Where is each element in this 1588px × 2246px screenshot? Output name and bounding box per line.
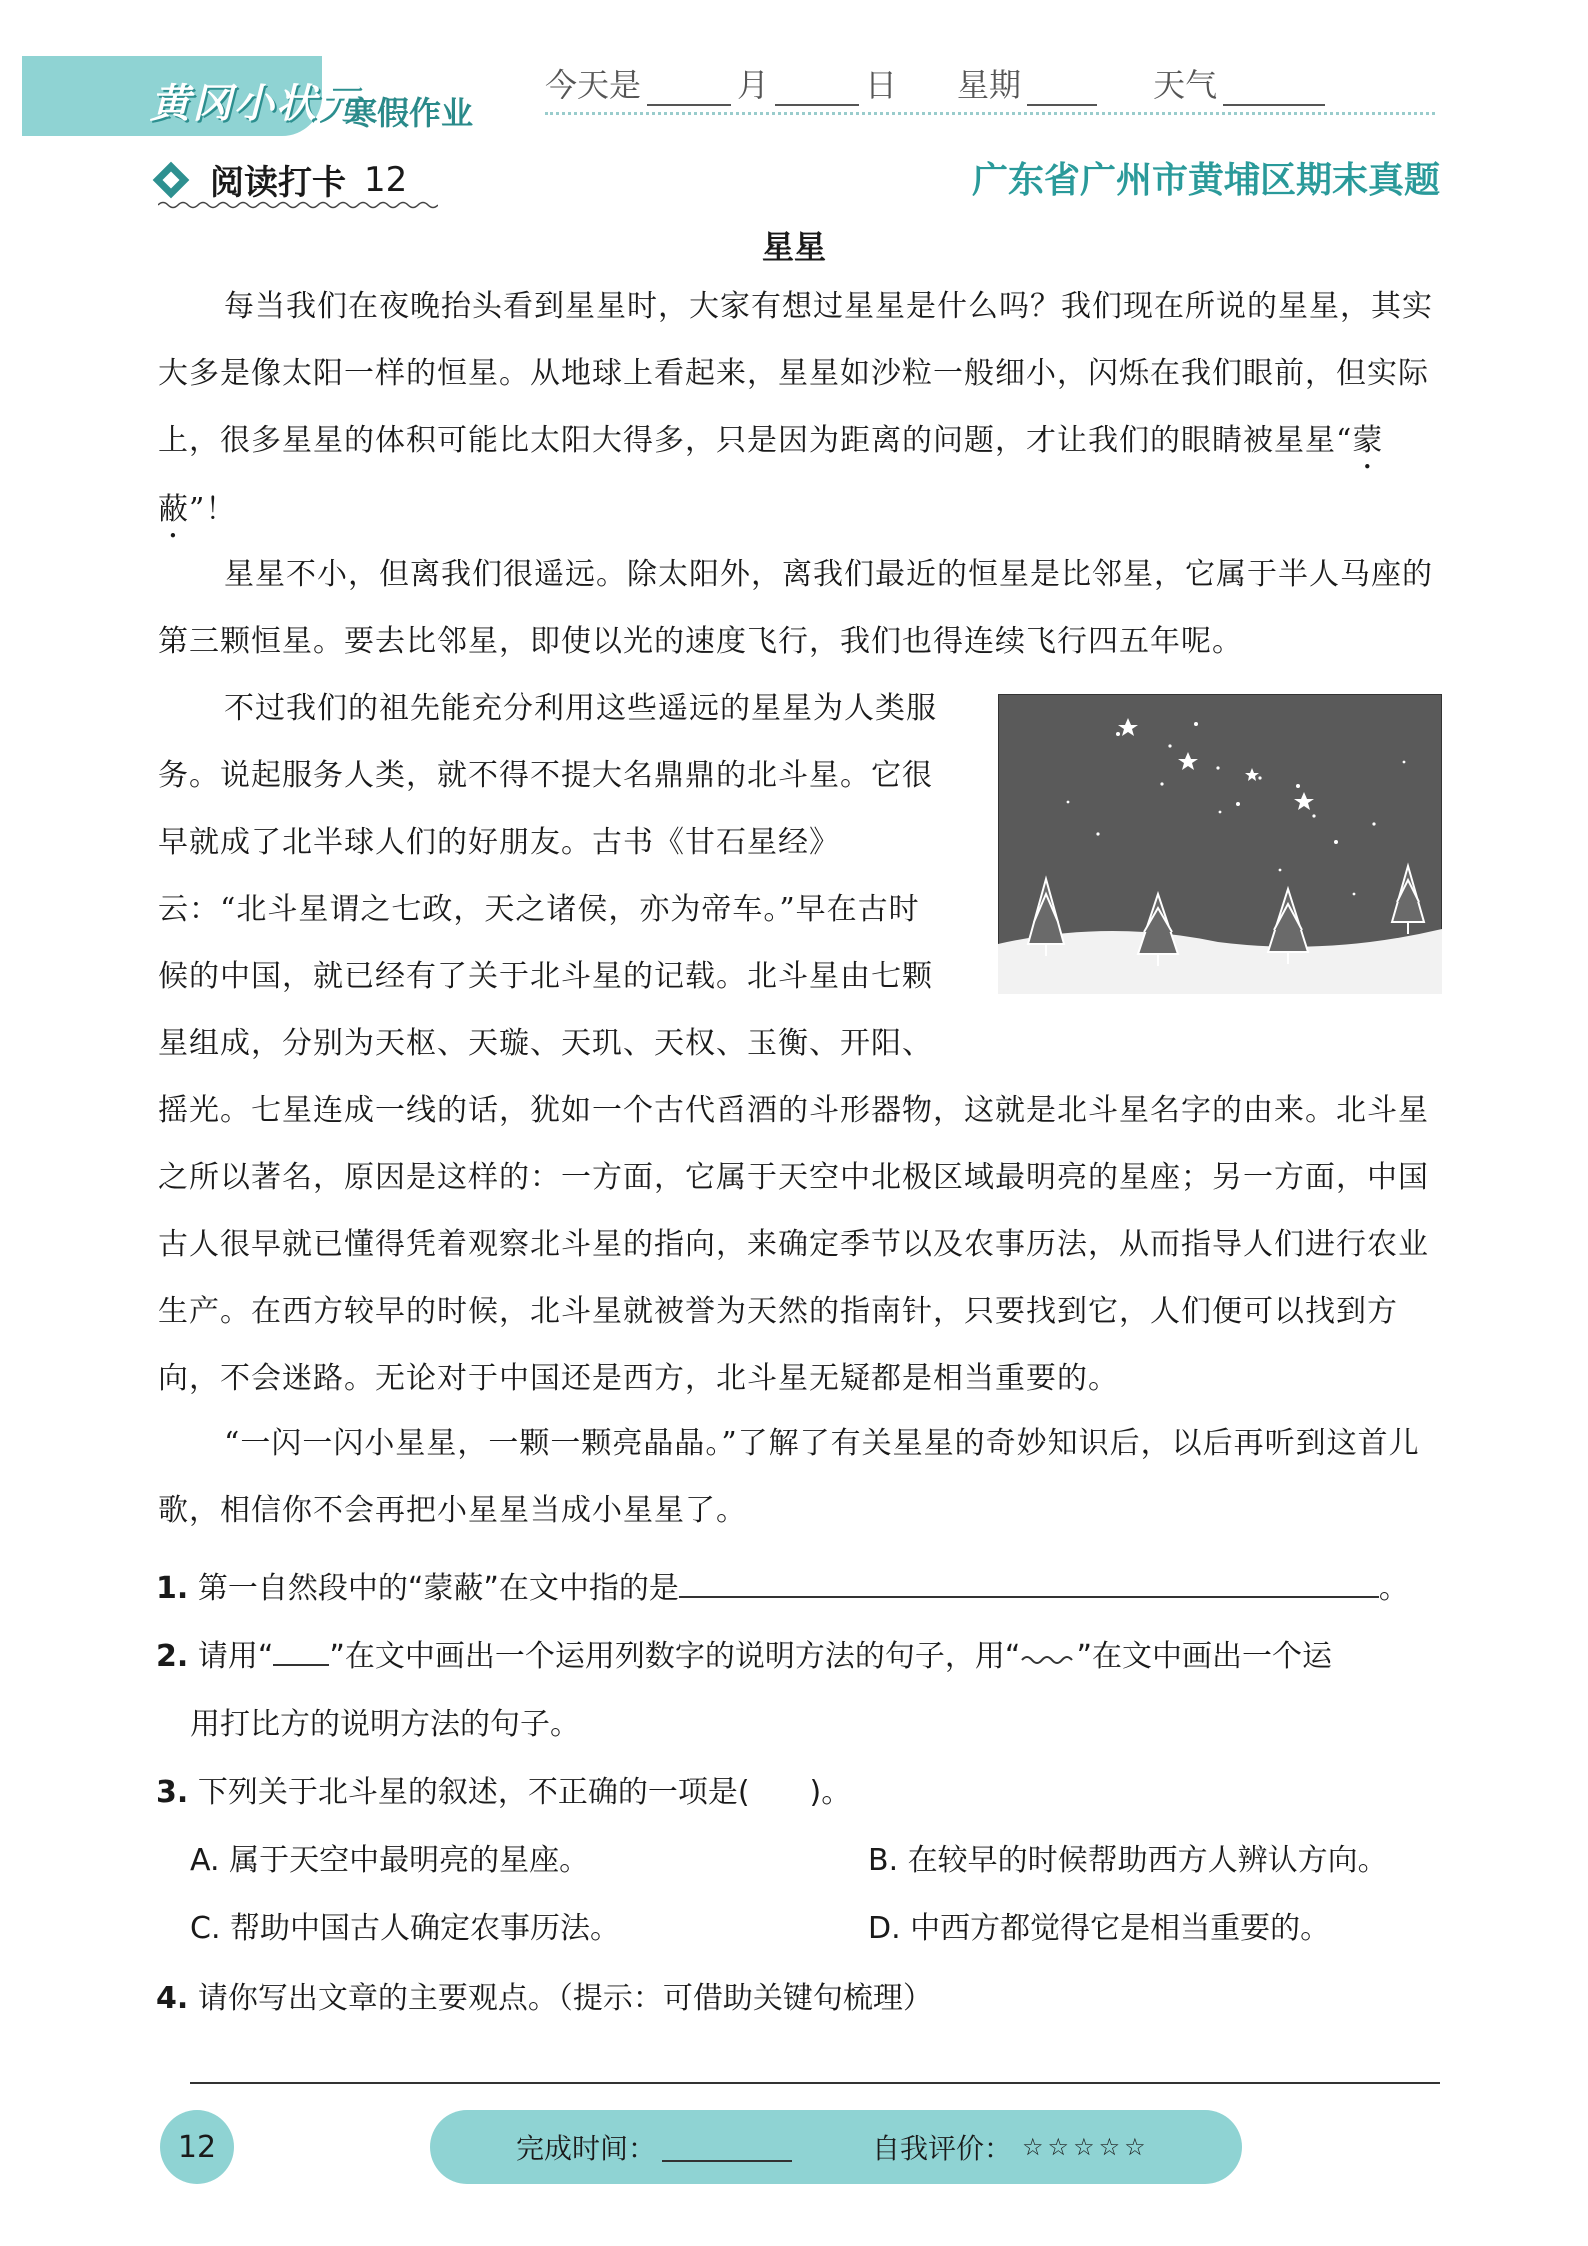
question-1 [156,1556,1409,1622]
date-line [545,60,1331,106]
question-2-continued: 用打比方的说明方法的句子。 [190,1707,580,1742]
question-2-part1: 请用“ [197,1639,274,1674]
section-label: 阅读打卡 [210,163,346,203]
question-1-end: 。 [1378,1571,1409,1606]
p3-text: 不过我们的祖先能充分利用这些遥远的星星为人类服务。说起服务人类，就不得不提大名鼎鼎的北斗星。它很早就成了北半球人们的好朋友。古书《甘石星经》云：“北斗星谓之七政，天之诸侯，亦为帝车。”早在古时候的中国，就已经有了关于北斗星的记载。北斗星由七颗星组成，分别为天枢、天璇、天玑、天权、玉衡、开阳、摇光。七星连成一线的话，犹如一个古代舀酒的斗形器物，这就是北斗星名字的由来。北斗星之所以著名，原因是这样的：一方面，它属于天空中北极区域最明亮的星座；另一方面，中国古人很早就已懂得凭着观察北斗星的指向，来确定季节以及农事历法，从而指导人们进行农业生产。在西方较早的时候，北斗星就被誉为天然的指南针，只要找到它，人们便可以找到方向，不会迷路。无论对于中国还是西方，北斗星无疑都是相当重要的。 [158,691,1429,1396]
date-month-label: 月 [737,66,770,104]
header-dotted-rule [545,112,1435,115]
date-day-label: 日 [865,66,898,104]
series-label: 寒假作业 [345,94,474,132]
question-3-number: 3. [156,1775,189,1810]
date-weather-label: 天气 [1153,66,1218,104]
question-1-number: 1. [156,1571,189,1606]
wavy-underline [158,200,438,210]
diamond-icon [153,161,190,198]
question-2-part3: ”在文中画出一个运 [1076,1639,1333,1674]
p1-text-after: ”！ [189,492,237,527]
month-blank[interactable] [647,74,731,106]
exam-source: 广东省广州市黄埔区期末真题 [971,160,1440,201]
self-eval-label: 自我评价： [872,2132,1013,2165]
finish-time-blank[interactable] [662,2132,792,2162]
finish-time-label: 完成时间： [516,2132,657,2165]
self-eval-stars[interactable]: ☆☆☆☆☆ [1022,2133,1150,2161]
p1-text-before: 每当我们在夜晚抬头看到星星时，大家有想过星星是什么吗？我们现在所说的星星，其实大多是像太阳一样的恒星。从地球上看起来，星星如沙粒一般细小，闪烁在我们眼前，但实际上，很多星星的体积可能比太阳大得多，只是因为距离的问题，才让我们的眼睛被星星“ [158,289,1433,458]
section-title [158,155,407,204]
section-number: 12 [364,159,408,200]
question-1-text: 第一自然段中的“蒙蔽”在文中指的是 [197,1571,679,1606]
date-weekday-label: 星期 [957,66,1022,104]
article-paragraph-4: “一闪一闪小星星，一颗一颗亮晶晶。”了解了有关星星的奇妙知识后，以后再听到这首儿歌，相信你不会再把小星星当成小星星了。 [158,1426,1420,1528]
question-4-number: 4. [156,1981,189,2016]
question-4 [156,1966,933,2032]
date-today-label: 今天是 [545,66,642,104]
question-3-text: 下列关于北斗星的叙述，不正确的一项是( )。 [197,1775,852,1810]
straight-underline-mark [273,1636,329,1666]
wavy-underline-mark [1020,1636,1076,1666]
p1-emphasis: 蒙蔽 [158,423,1384,527]
option-b[interactable]: B. 在较早的时候帮助西方人辨认方向。 [868,1843,1388,1878]
night-sky-illustration [998,694,1442,994]
page-number: 12 [160,2110,234,2184]
question-4-answer-line[interactable] [190,2082,1440,2084]
weekday-blank[interactable] [1027,74,1097,106]
day-blank[interactable] [775,74,859,106]
brand-logo: 黄冈小状元 [150,81,360,127]
article-paragraph-2: 星星不小，但离我们很遥远。除太阳外，离我们最近的恒星是比邻星，它属于半人马座的第三颗恒星。要去比邻星，即使以光的速度飞行，我们也得连续飞行四五年呢。 [158,557,1433,659]
option-a[interactable]: A. 属于天空中最明亮的星座。 [190,1843,590,1878]
question-2-part2: ”在文中画出一个运用列数字的说明方法的句子，用“ [329,1639,1021,1674]
question-1-answer-line[interactable] [679,1564,1379,1598]
question-4-text: 请你写出文章的主要观点。（提示：可借助关键句梳理） [197,1981,933,2016]
weather-blank[interactable] [1223,74,1325,106]
article-title: 星星 [761,228,826,266]
question-3 [156,1760,851,1826]
question-2-number: 2. [156,1639,189,1674]
article-paragraph-1 [158,273,1440,545]
option-c[interactable]: C. 帮助中国古人确定农事历法。 [190,1911,621,1946]
question-2 [156,1624,1332,1690]
footer-bar [430,2110,1242,2184]
option-d[interactable]: D. 中西方都觉得它是相当重要的。 [868,1911,1331,1946]
